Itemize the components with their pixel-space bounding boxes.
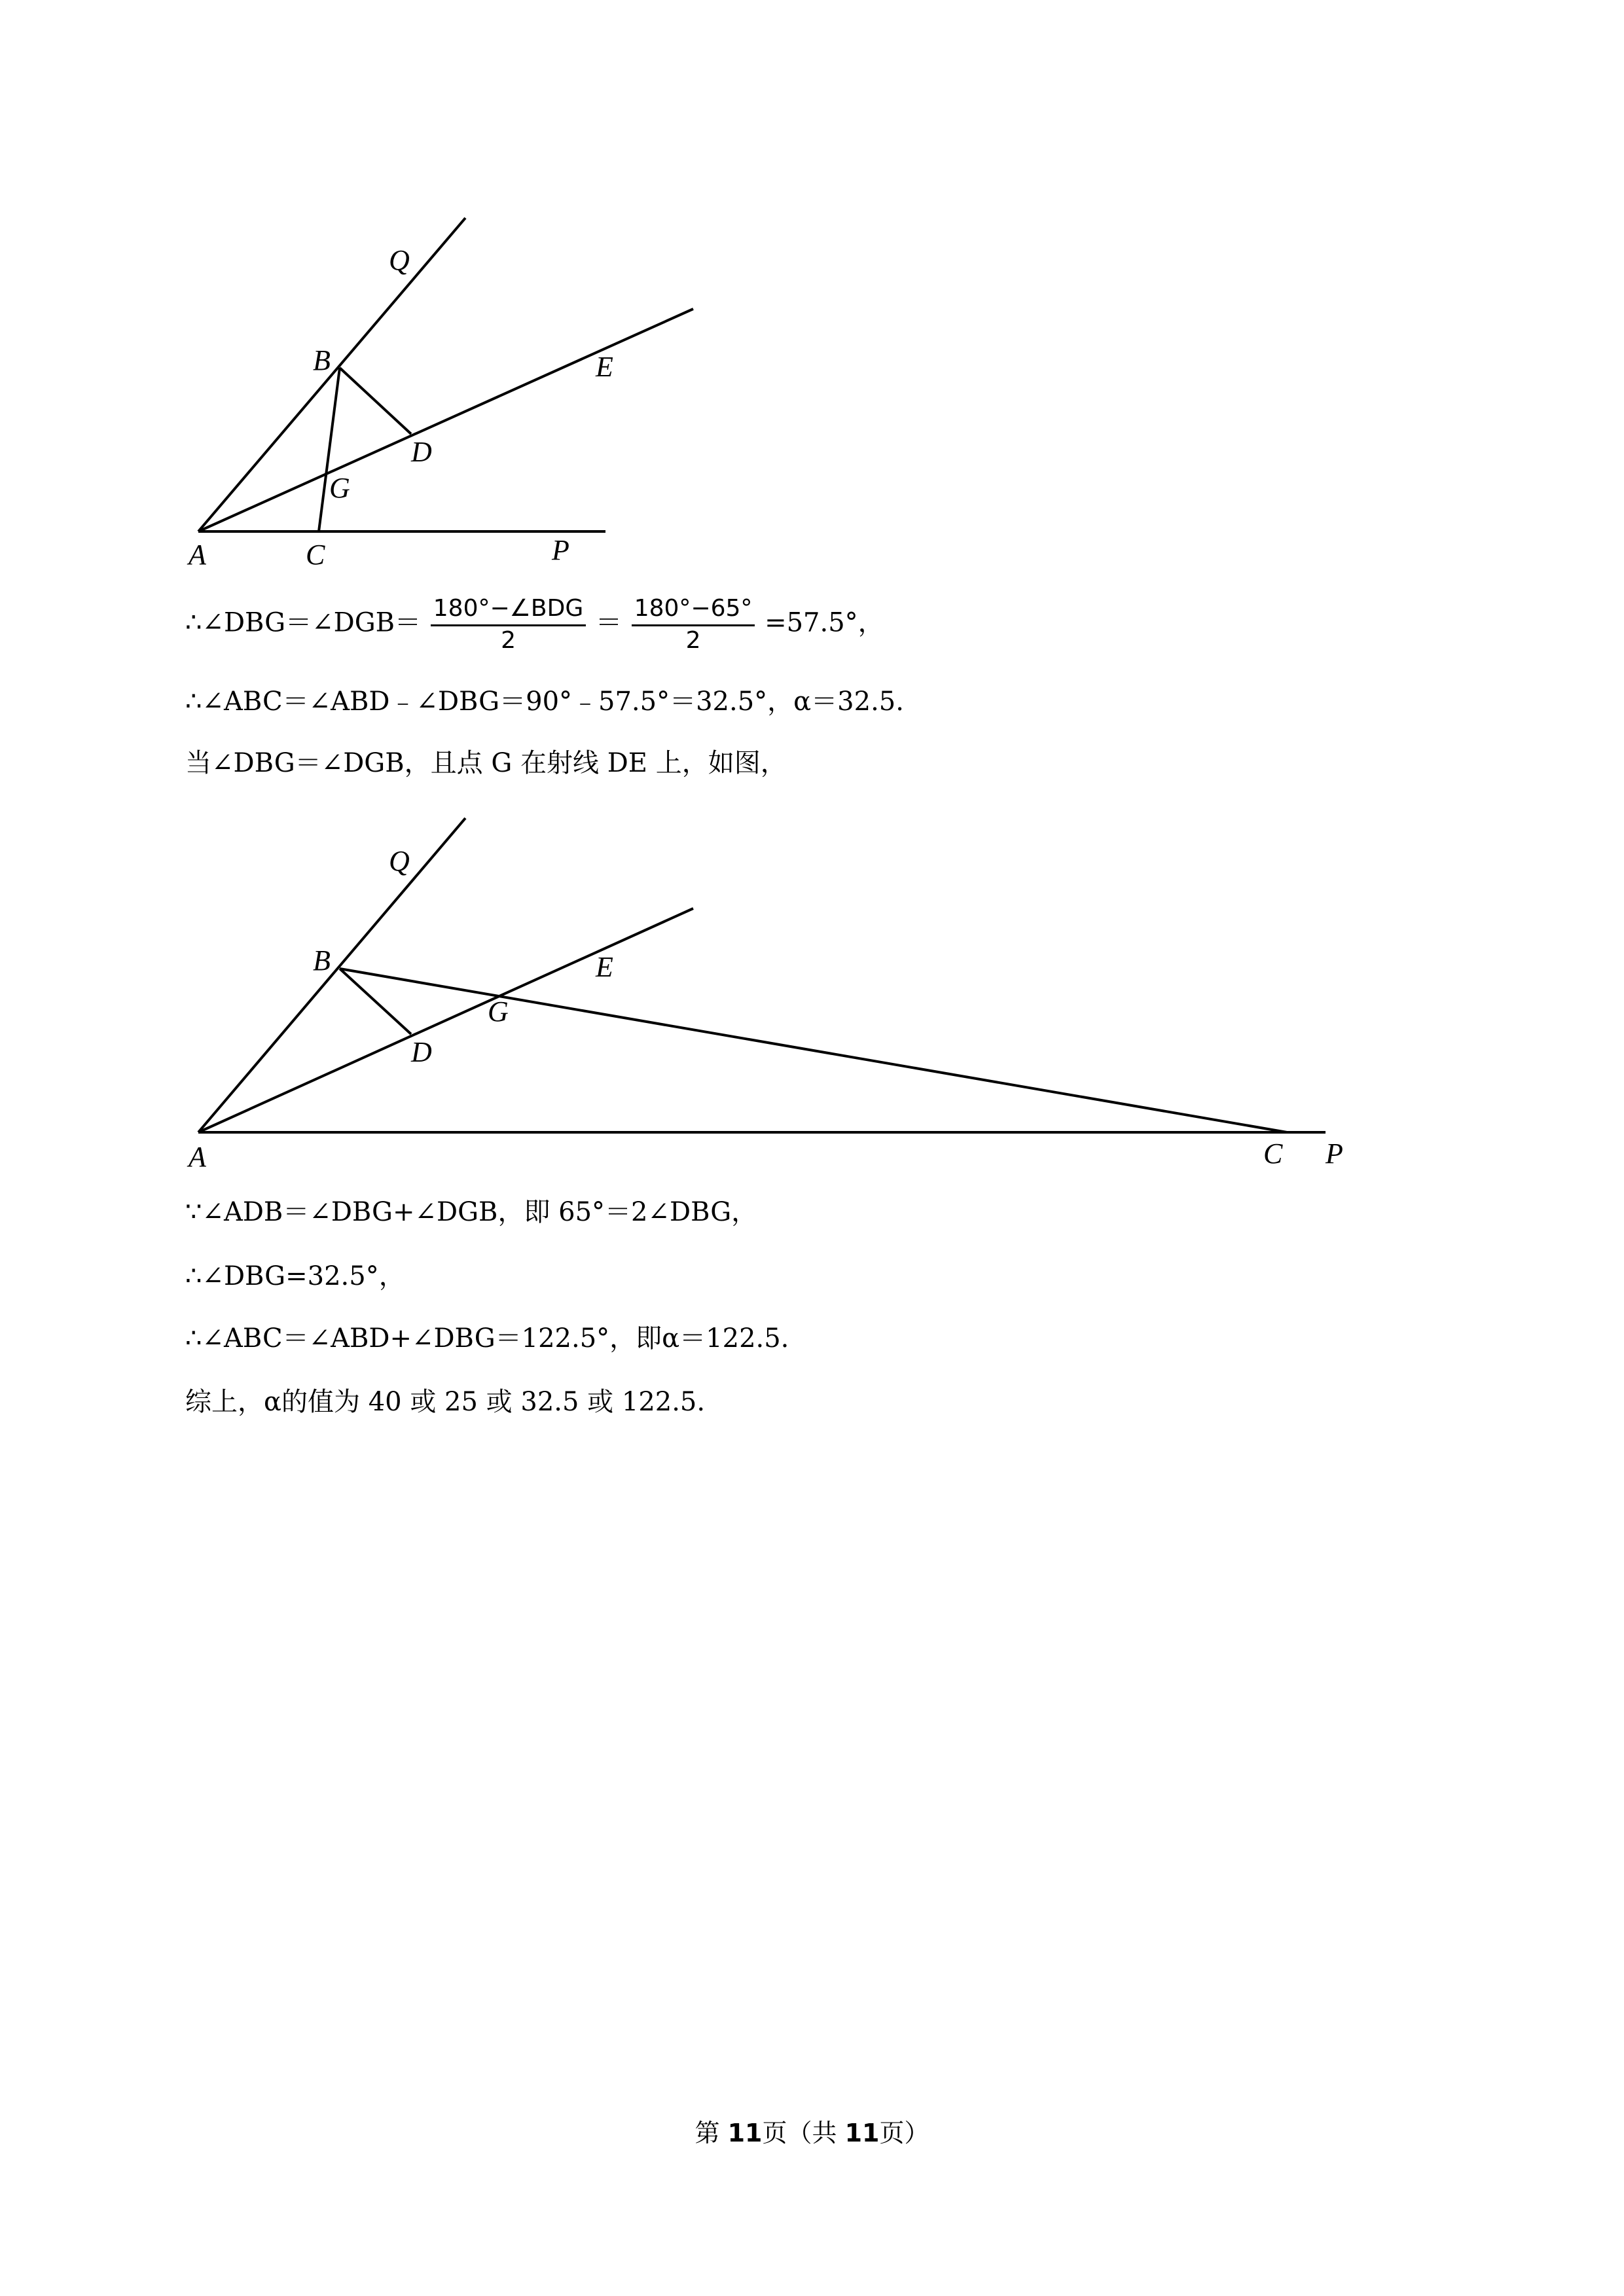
figure-2 bbox=[0, 798, 1375, 1178]
line1-lead: ∴∠DBG＝∠DGB＝ bbox=[185, 607, 422, 638]
label-q: Q bbox=[389, 845, 410, 877]
ray-aq bbox=[198, 818, 465, 1132]
conclusion-line: 综上，α的值为 40 或 25 或 32.5 或 122.5. bbox=[185, 1387, 706, 1417]
label-d: D bbox=[411, 436, 432, 468]
equation-line-2: ∴∠ABC＝∠ABD﹣∠DBG＝90°﹣57.5°＝32.5°，α＝32.5. bbox=[185, 687, 904, 717]
fraction-2-denominator: 2 bbox=[685, 627, 701, 654]
fraction-1 bbox=[431, 597, 586, 653]
label-p: P bbox=[552, 534, 569, 566]
label-c: C bbox=[306, 539, 325, 571]
label-b: B bbox=[313, 944, 331, 977]
label-e: E bbox=[596, 351, 613, 383]
label-d: D bbox=[411, 1036, 432, 1068]
equation-line-5: ∴∠DBG=32.5°， bbox=[185, 1261, 405, 1291]
label-p: P bbox=[1326, 1138, 1343, 1170]
equation-line-4: ∵∠ADB＝∠DBG+∠DGB，即 65°＝2∠DBG， bbox=[185, 1197, 758, 1227]
label-b: B bbox=[313, 344, 331, 376]
label-q: Q bbox=[389, 244, 410, 276]
footer-prefix: 第 bbox=[695, 2119, 728, 2147]
label-a: A bbox=[189, 1141, 206, 1173]
line1-eq: ＝ bbox=[595, 607, 622, 638]
label-a: A bbox=[189, 539, 206, 571]
label-g: G bbox=[329, 472, 350, 504]
fraction-2-numerator: 180°−65° bbox=[632, 597, 755, 626]
segment-bc bbox=[340, 969, 1287, 1132]
footer-suffix: 页） bbox=[879, 2119, 929, 2147]
segment-bc bbox=[319, 368, 340, 531]
equation-line-6: ∴∠ABC＝∠ABD+∠DBG＝122.5°，即α＝122.5. bbox=[185, 1323, 789, 1354]
equation-line-1 bbox=[185, 597, 884, 653]
footer-page-number: 11 bbox=[727, 2119, 763, 2147]
footer-total-pages: 11 bbox=[844, 2119, 880, 2147]
segment-bd bbox=[340, 368, 411, 434]
label-e: E bbox=[596, 951, 613, 983]
label-c: C bbox=[1263, 1138, 1283, 1170]
fraction-1-denominator: 2 bbox=[501, 627, 516, 654]
label-g: G bbox=[488, 996, 509, 1028]
line1-tail: =57.5°， bbox=[765, 607, 884, 638]
text-line-3: 当∠DBG＝∠DGB，且点 G 在射线 DE 上，如图， bbox=[185, 748, 787, 778]
ray-ae bbox=[198, 908, 693, 1132]
ray-ae bbox=[198, 309, 693, 531]
footer-mid: 页（共 bbox=[762, 2119, 845, 2147]
fraction-2 bbox=[632, 597, 755, 653]
figure-1 bbox=[0, 196, 785, 589]
fraction-1-numerator: 180°−∠BDG bbox=[431, 597, 586, 626]
page-footer bbox=[0, 2113, 1624, 2149]
